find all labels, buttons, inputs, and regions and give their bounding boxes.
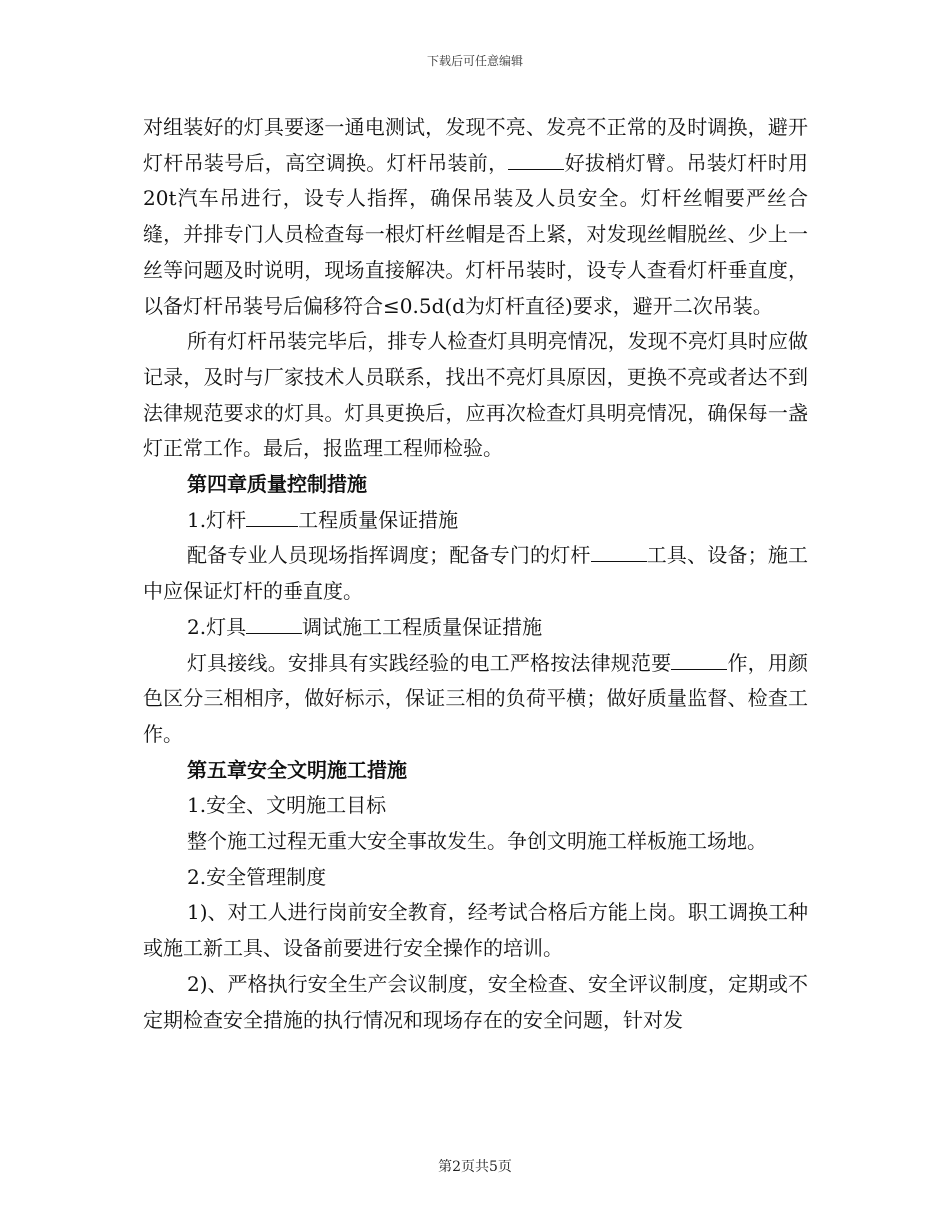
- item-text: 工程质量保证措施: [298, 507, 459, 532]
- page-header-note: 下载后可任意编辑: [426, 54, 523, 68]
- fill-in-blank: [246, 615, 302, 634]
- paragraph-safety-goal: 整个施工过程无重大安全事故发生。争创文明施工样板施工场地。: [187, 829, 767, 854]
- paragraph-text: 灯具接线。安排具有实践经验的电工严格按法律规范要: [187, 650, 672, 675]
- item-text: 1.灯杆: [187, 507, 247, 532]
- chapter-5-title: 第五章安全文明施工措施: [187, 757, 407, 782]
- paragraph-text: 作，用颜色区分三相相序，做好标示，保证三相的负荷平横；做好质量监督、检查工作。: [143, 650, 809, 746]
- page-number: 第2页共5页: [438, 1159, 512, 1175]
- fill-in-blank: [246, 508, 298, 527]
- list-item-lamp-quality: [143, 610, 808, 646]
- document-body: [143, 110, 808, 1038]
- paragraph-text: 工具、设备；施工中应保证灯杆的垂直度。: [143, 543, 809, 604]
- paragraph-lamp-testing: [143, 110, 808, 324]
- paragraph-text: 对组装好的灯具要逐一通电测试，发现不亮、发亮不正常的及时调换，避开灯杆吊装号后，高空调换。灯杆吊装前，: [143, 115, 808, 175]
- list-item-safety-goal: 1.安全、文明施工目标: [187, 793, 387, 818]
- list-item-pole-quality: [143, 503, 808, 539]
- paragraph-lamp-inspection: 所有灯杆吊装完毕后，排专人检查灯具明亮情况，发现不亮灯具时应做记录，及时与厂家技术人员联系，找出不亮灯具原因，更换不亮或者达不到法律规范要求的灯具。灯具更换后，应再次检查灯具明亮情况，确保每一盏灯正常工作。最后，报监理工程师检验。: [143, 329, 808, 461]
- item-text: 2.灯具: [187, 614, 247, 639]
- fill-in-blank: [508, 151, 564, 170]
- paragraph-text: 配备专业人员现场指挥调度；配备专门的灯杆: [187, 543, 591, 568]
- fill-in-blank: [671, 651, 727, 670]
- paragraph-pole-staffing: [143, 538, 808, 609]
- fill-in-blank: [591, 543, 647, 562]
- chapter-4-title: 第四章质量控制措施: [187, 472, 367, 497]
- paragraph-safety-training: 1)、对工人进行岗前安全教育，经考试合格后方能上岗。职工调换工种或施工新工具、设备前要进行安全操作的培训。: [143, 900, 808, 961]
- paragraph-lamp-wiring: [143, 646, 808, 753]
- list-item-safety-system: 2.安全管理制度: [187, 864, 327, 889]
- paragraph-text: 好拔梢灯臂。吊装灯杆时用20t汽车吊进行，设专人指挥，确保吊装及人员安全。灯杆丝帽要严丝合缝，并排专门人员检查每一根灯杆丝帽是否上紧，对发现丝帽脱丝、少上一丝等问题及时说明，现场直接解决。灯杆吊装时，设专人查看灯杆垂直度，以备灯杆吊装号后偏移符合≤0.5d(d为灯杆直径)要求，避开二次吊装。: [143, 150, 809, 318]
- paragraph-safety-meetings: 2)、严格执行安全生产会议制度，安全检查、安全评议制度，定期或不定期检查安全措施的执行情况和现场存在的安全问题，针对发: [143, 971, 808, 1032]
- item-text: 调试施工工程质量保证措施: [302, 614, 543, 639]
